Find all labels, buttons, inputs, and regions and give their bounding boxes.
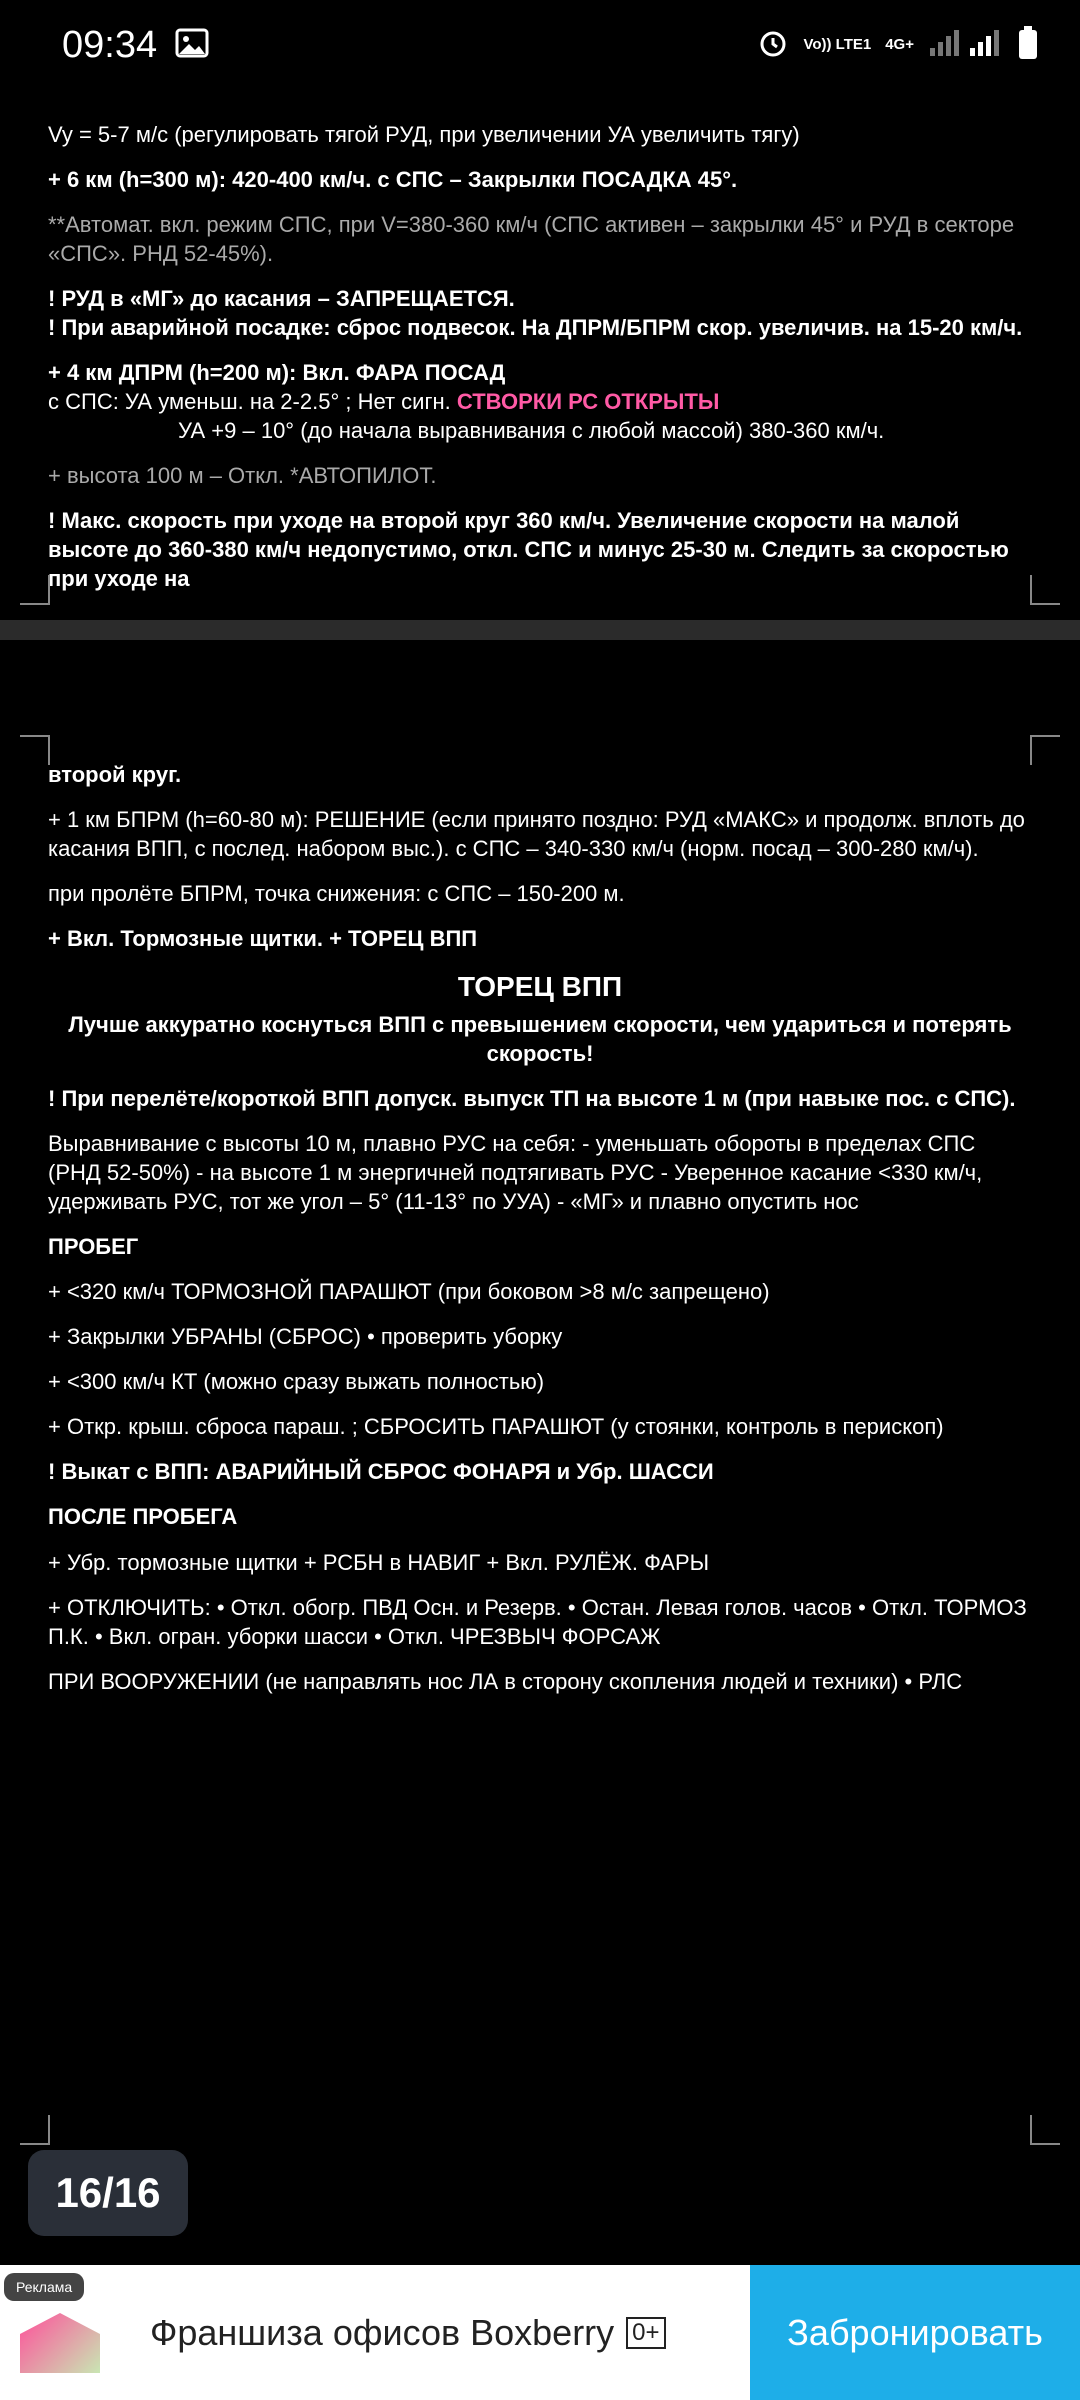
clock: 09:34: [62, 23, 158, 66]
page-a-line: + высота 100 м – Откл. *АВТОПИЛОТ.: [48, 463, 437, 489]
book-button[interactable]: Забронировать: [750, 2265, 1080, 2400]
document-page-15[interactable]: [0, 80, 1080, 620]
page-counter: 16/16: [28, 2150, 188, 2236]
ad-logo[interactable]: [0, 2265, 130, 2400]
page-gap: [0, 620, 1080, 640]
page-b-line: ! Выкат с ВПП: АВАРИЙНЫЙ СБРОС ФОНАРЯ и Убр. ШАССИ: [48, 1459, 714, 1485]
network-type: 4G+: [885, 36, 914, 54]
page-b-line: + <320 км/ч ТОРМОЗНОЙ ПАРАШЮТ (при боковом >8 м/с запрещено): [48, 1279, 770, 1305]
crop-mark: [1030, 735, 1060, 765]
page-a-line: с СПС: УА уменьш. на 2-2.5° ; Нет сигн.: [48, 389, 451, 415]
ad-title[interactable]: Франшиза офисов Boxberry: [150, 2311, 615, 2353]
crop-mark: [20, 575, 50, 605]
crop-mark: [20, 735, 50, 765]
page-b-line: + Откр. крыш. сброса параш. ; СБРОСИТЬ ПАРАШЮТ (у стоянки, контроль в перископ): [48, 1414, 944, 1440]
crop-mark: [1030, 575, 1060, 605]
ad-badge[interactable]: Реклама: [4, 2273, 84, 2301]
page-b-line: ПОСЛЕ ПРОБЕГА: [48, 1504, 238, 1530]
page-a-line: УА +9 – 10° (до начала выравнивания с любой массой) 380-360 км/ч.: [178, 418, 885, 444]
document-page-16[interactable]: [0, 640, 1080, 2170]
page-b-line: Выравнивание с высоты 10 м, плавно РУС на себя: - уменьшать обороты в пределах СПС (РНД 52-50%) - на высоте 1 м энергичней подтягивать РУС - Уверенное касание <330 км/ч, удерживать РУС, тот же угол – 5° (11-13° по УУА) - «МГ» и плавно опустить нос: [48, 1131, 983, 1215]
page-a-line: Vy = 5-7 м/с (регулировать тягой РУД, при увеличении УА увеличить тягу): [48, 122, 800, 147]
page-a-line: ! Макс. скорость при уходе на второй круг 360 км/ч. Увеличение скорости на малой высоте до 360-380 км/ч недопустимо, откл. СПС и минус 25-30 м. Следить за скоростью при уходе на: [48, 508, 1009, 592]
page-b-line: ПРОБЕГ: [48, 1234, 139, 1260]
signal-icon: [928, 28, 1004, 62]
page-a-line: + 6 км (h=300 м): 420-400 км/ч. с СПС – Закрылки ПОСАДКА 45°.: [48, 167, 738, 193]
page-b-line: при пролёте БПРМ, точка снижения: с СПС – 150-200 м.: [48, 881, 625, 907]
page-b-line: второй круг.: [48, 762, 182, 787]
status-bar: [0, 0, 1080, 90]
page-a-line: ! При аварийной посадке: сброс подвесок. На ДПРМ/БПРМ скор. увеличив. на 15-20 км/ч.: [48, 315, 1023, 341]
page-b-line: + Вкл. Тормозные щитки. + ТОРЕЦ ВПП: [48, 926, 478, 952]
age-rating: 0+: [626, 2317, 665, 2349]
image-icon: [175, 28, 209, 63]
page-a-line: + 4 км ДПРМ (h=200 м): Вкл. ФАРА ПОСАД: [48, 360, 506, 386]
warning-text: СТВОРКИ РС ОТКРЫТЫ: [456, 389, 720, 415]
network-label: Vo)) LTE1: [803, 36, 872, 54]
page-b-line: + Убр. тормозные щитки + РСБН в НАВИГ + Вкл. РУЛЁЖ. ФАРЫ: [48, 1549, 710, 1575]
section-heading: ТОРЕЦ ВПП: [457, 971, 623, 1003]
page-b-line: + 1 км БПРМ (h=60-80 м): РЕШЕНИЕ (если принято поздно: РУД «МАКС» и продолж. вплоть до касания ВПП, с послед. набором выс.). с СПС – 340-330 км/ч (норм. посад – 300-280 км/ч).: [48, 807, 1025, 862]
page-b-line: ПРИ ВООРУЖЕНИИ (не направлять нос ЛА в сторону скопления людей и техники) • РЛС: [48, 1668, 963, 1694]
alarm-icon: [757, 27, 789, 63]
page-b-line: + ОТКЛЮЧИТЬ: • Откл. обогр. ПВД Осн. и Резерв. • Остан. Левая голов. часов • Откл. ТОРМОЗ П.К. • Вкл. огран. уборки шасси • Откл. ЧРЕЗВЫЧ ФОРСАЖ: [48, 1594, 1027, 1649]
page-b-line: + Закрылки УБРАНЫ (СБРОС) • проверить уборку: [48, 1324, 563, 1350]
battery-icon: [1018, 26, 1038, 64]
ad-banner[interactable]: [0, 2265, 1080, 2400]
page-b-line: + <300 км/ч КТ (можно сразу выжать полностью): [48, 1369, 545, 1395]
page-a-line: ! РУД в «МГ» до касания – ЗАПРЕЩАЕТСЯ.: [48, 286, 515, 312]
crop-mark: [20, 2115, 50, 2145]
crop-mark: [1030, 2115, 1060, 2145]
page-a-line: **Автомат. вкл. режим СПС, при V=380-360 км/ч (СПС активен – закрылки 45° и РУД в секторе «СПС». РНД 52-45%).: [48, 212, 1015, 267]
page-b-line: ! При перелёте/короткой ВПП допуск. выпуск ТП на высоте 1 м (при навыке пос. с СПС).: [48, 1086, 1016, 1112]
house-icon: [20, 2313, 100, 2373]
section-subheading: Лучше аккуратно коснуться ВПП с превышением скорости, чем удариться и потерять скорость!: [68, 1012, 1012, 1067]
